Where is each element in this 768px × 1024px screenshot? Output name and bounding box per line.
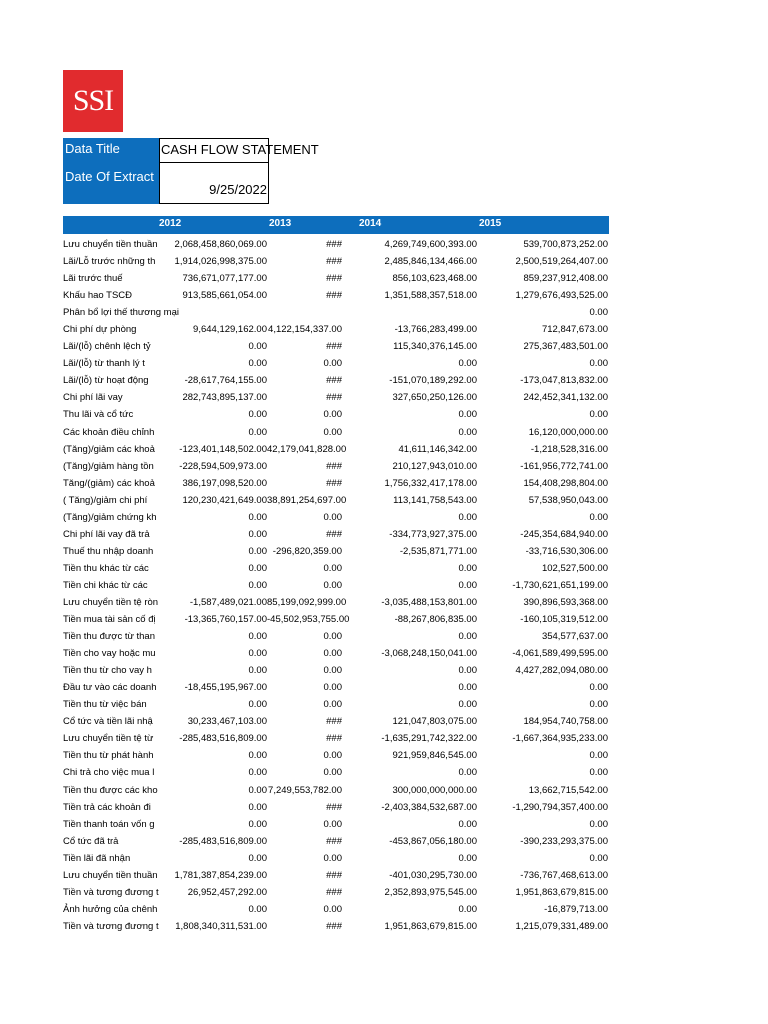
value-2012: 0.00	[248, 818, 267, 830]
value-2012: 1,808,340,311,531.00	[175, 920, 267, 932]
table-row	[63, 304, 609, 321]
value-2012: 736,671,077,177.00	[182, 273, 267, 285]
value-2015: 0.00	[589, 699, 608, 711]
row-label: Tiền trả các khoản đi	[63, 801, 151, 813]
table-row	[63, 287, 609, 304]
value-2015: 0.00	[589, 750, 608, 762]
value-2014: 0.00	[458, 409, 477, 421]
value-2014: -401,030,295,730.00	[389, 869, 477, 881]
value-2015: -4,061,589,499,595.00	[512, 648, 608, 660]
table-row	[63, 560, 609, 577]
table-row	[63, 918, 609, 935]
value-2012: -228,594,509,973.00	[179, 460, 267, 472]
value-2014: 113,141,758,543.00	[393, 494, 477, 506]
value-2015: -161,956,772,741.00	[520, 460, 608, 472]
value-2013: 0.00	[323, 631, 342, 643]
value-2012: -1,587,489,021.00	[189, 596, 267, 608]
value-2013: 7,249,553,782.00	[268, 784, 342, 796]
value-2013: ###	[326, 733, 342, 745]
value-2014: -3,068,248,150,041.00	[381, 648, 477, 660]
value-2013: 0.00	[323, 818, 342, 830]
value-2012: 0.00	[248, 511, 267, 523]
table-row	[63, 662, 609, 679]
value-2014: 0.00	[458, 767, 477, 779]
value-2014: 1,756,332,417,178.00	[384, 477, 477, 489]
value-2014: 41,611,146,342.00	[398, 443, 477, 455]
row-label: Tiền thu được các kho	[63, 784, 158, 796]
value-2012: 913,585,661,054.00	[182, 290, 267, 302]
year-header	[63, 216, 609, 234]
table-row	[63, 884, 609, 901]
row-label: Các khoản điều chỉnh	[63, 426, 155, 438]
table-row	[63, 543, 609, 560]
value-2014: 1,351,588,357,518.00	[384, 290, 477, 302]
value-2015: 13,662,715,542.00	[528, 784, 608, 796]
value-2013: ###	[326, 290, 342, 302]
value-2013: 0.00	[323, 750, 342, 762]
logo-text: SSI	[72, 84, 114, 117]
year-header-2015: 2015	[479, 218, 502, 229]
value-2014: 300,000,000,000.00	[392, 784, 477, 796]
value-2013: ###	[326, 477, 342, 489]
value-2014: 2,485,846,134,466.00	[384, 256, 477, 268]
table-row	[63, 747, 609, 764]
value-2012: -285,483,516,809.00	[179, 733, 267, 745]
value-2015: 0.00	[589, 307, 608, 319]
value-2013: ###	[326, 869, 342, 881]
value-2012: -28,617,764,155.00	[184, 375, 267, 387]
value-2012: 0.00	[248, 699, 267, 711]
value-2014: -13,766,283,499.00	[394, 324, 477, 336]
row-label: Tiền thu khác từ các	[63, 562, 149, 574]
year-header-2012: 2012	[159, 218, 182, 229]
table-row	[63, 696, 609, 713]
row-label: Lưu chuyển tiền thuần	[63, 869, 158, 881]
table-row	[63, 867, 609, 884]
year-header-2014: 2014	[359, 218, 382, 229]
table-row	[63, 270, 609, 287]
row-label: Thuế thu nhập doanh	[63, 545, 154, 557]
table-row	[63, 236, 609, 253]
value-2015: 184,954,740,758.00	[523, 716, 608, 728]
value-2015: 0.00	[589, 511, 608, 523]
data-title-label: Data Title	[63, 138, 159, 162]
value-2013: 0.00	[323, 852, 342, 864]
value-2012: -123,401,148,502.00	[179, 443, 267, 455]
table-row	[63, 764, 609, 781]
value-2015: 539,700,873,252.00	[523, 239, 608, 250]
value-2013: ###	[326, 801, 342, 813]
value-2015: -33,716,530,306.00	[525, 545, 608, 557]
value-2013: ###	[326, 716, 342, 728]
value-2014: 115,340,376,145.00	[393, 341, 477, 353]
value-2012: 0.00	[248, 784, 267, 796]
table-row	[63, 372, 609, 389]
value-2012: 0.00	[248, 562, 267, 574]
value-2015: 390,896,593,368.00	[523, 596, 608, 608]
row-label: Lãi/(lỗ) chênh lệch tỷ	[63, 341, 151, 353]
value-2014: 0.00	[458, 511, 477, 523]
value-2015: -16,879,713.00	[544, 903, 608, 915]
date-of-extract-label: Date Of Extract	[63, 162, 159, 204]
row-label: (Tăng)/giảm hàng tồn	[63, 460, 154, 472]
value-2014: -334,773,927,375.00	[389, 528, 477, 540]
value-2012: 26,952,457,292.00	[187, 886, 267, 898]
value-2015: -1,218,528,316.00	[530, 443, 608, 455]
value-2015: 712,847,673.00	[541, 324, 608, 336]
value-2015: -736,767,468,613.00	[520, 869, 608, 881]
row-label: Tiền lãi đã nhận	[63, 852, 131, 864]
value-2015: 242,452,341,132.00	[523, 392, 608, 404]
table-row	[63, 611, 609, 628]
value-2015: -1,290,794,357,400.00	[512, 801, 608, 813]
value-2015: -173,047,813,832.00	[520, 375, 608, 387]
value-2015: 0.00	[589, 818, 608, 830]
value-2014: 327,650,250,126.00	[392, 392, 477, 404]
table-row	[63, 713, 609, 730]
table-row	[63, 492, 609, 509]
ssi-logo	[63, 70, 123, 132]
value-2014: 0.00	[458, 562, 477, 574]
value-2013: ###	[326, 460, 342, 472]
row-label: Cổ tức đã trả	[63, 835, 119, 847]
row-label: Tiền thu được từ than	[63, 631, 156, 643]
cash-flow-table	[63, 236, 609, 935]
value-2012: 0.00	[248, 426, 267, 438]
value-2012: 0.00	[248, 341, 267, 353]
table-row	[63, 389, 609, 406]
value-2015: 0.00	[589, 358, 608, 370]
value-2012: 282,743,895,137.00	[182, 392, 267, 404]
row-label: Tăng/(giảm) các khoả	[63, 477, 155, 489]
value-2012: 0.00	[248, 358, 267, 370]
value-2012: 0.00	[248, 545, 267, 557]
table-row	[63, 833, 609, 850]
value-2012: 0.00	[248, 903, 267, 915]
value-2015: -1,667,364,935,233.00	[512, 733, 608, 745]
value-2013: 0.00	[323, 903, 342, 915]
value-2013: ###	[326, 273, 342, 285]
value-2013: -45,502,953,755.00	[267, 614, 350, 626]
value-2013: ###	[326, 239, 342, 250]
value-2014: 0.00	[458, 579, 477, 591]
year-header-2013: 2013	[269, 218, 292, 229]
value-2013: -296,820,359.00	[272, 545, 342, 557]
value-2014: 2,352,893,975,545.00	[384, 886, 477, 898]
table-row	[63, 321, 609, 338]
value-2015: -390,233,293,375.00	[520, 835, 608, 847]
row-label: (Tăng)/giảm chứng kh	[63, 511, 157, 523]
value-2015: 154,408,298,804.00	[523, 477, 608, 489]
value-2015: 16,120,000,000.00	[528, 426, 608, 438]
value-2012: 0.00	[248, 767, 267, 779]
row-label: Tiền mua tài sản cố đị	[63, 614, 156, 626]
value-2015: 1,215,079,331,489.00	[515, 920, 608, 932]
table-row	[63, 406, 609, 423]
value-2014: -2,535,871,771.00	[399, 545, 477, 557]
value-2012: 0.00	[248, 801, 267, 813]
value-2013: 42,179,041,828.00	[267, 443, 347, 455]
value-2012: 0.00	[248, 631, 267, 643]
value-2013: ###	[326, 835, 342, 847]
value-2015: 1,279,676,493,525.00	[515, 290, 608, 302]
table-row	[63, 509, 609, 526]
row-label: Chi phí lãi vay đã trả	[63, 528, 150, 540]
value-2012: 2,068,458,860,069.00	[174, 239, 267, 250]
row-label: Chi phí dự phòng	[63, 324, 137, 336]
value-2014: 121,047,803,075.00	[392, 716, 477, 728]
row-label: Lãi trước thuế	[63, 273, 123, 285]
value-2013: ###	[326, 256, 342, 268]
row-label: Đầu tư vào các doanh	[63, 682, 157, 694]
row-label: Tiền thu từ cho vay h	[63, 665, 152, 677]
table-row	[63, 782, 609, 799]
value-2012: -13,365,760,157.00	[184, 614, 267, 626]
table-row	[63, 850, 609, 867]
row-label: Lưu chuyển tiền tệ ròn	[63, 596, 159, 608]
value-2012: 1,781,387,854,239.00	[174, 869, 267, 881]
value-2013: 85,199,092,999.00	[267, 596, 347, 608]
value-2013: 38,891,254,697.00	[267, 494, 347, 506]
row-label: Tiền chi khác từ các	[63, 579, 148, 591]
value-2013: 0.00	[323, 409, 342, 421]
value-2014: 0.00	[458, 358, 477, 370]
value-2014: 4,269,749,600,393.00	[384, 239, 477, 250]
row-label: Chi trả cho việc mua l	[63, 767, 155, 779]
data-title-value: CASH FLOW STATEMENT	[161, 142, 319, 157]
value-2012: 0.00	[248, 648, 267, 660]
value-2012: 30,233,467,103.00	[187, 716, 267, 728]
value-2013: 4,122,154,337.00	[268, 324, 342, 336]
value-2014: -1,635,291,742,322.00	[381, 733, 477, 745]
value-2013: 0.00	[323, 665, 342, 677]
value-2015: -1,730,621,651,199.00	[512, 579, 608, 591]
value-2013: 0.00	[323, 682, 342, 694]
row-label: Chi phí lãi vay	[63, 392, 123, 404]
value-2015: 275,367,483,501.00	[523, 341, 608, 353]
value-2012: 120,230,421,649.00	[182, 494, 267, 506]
value-2014: 0.00	[458, 818, 477, 830]
value-2015: 0.00	[589, 767, 608, 779]
table-row	[63, 475, 609, 492]
value-2015: 2,500,519,264,407.00	[515, 256, 608, 268]
row-label: Tiền thu từ phát hành	[63, 750, 154, 762]
row-label: Lãi/(lỗ) từ hoạt động	[63, 375, 149, 387]
table-row	[63, 679, 609, 696]
table-row	[63, 577, 609, 594]
value-2013: ###	[326, 528, 342, 540]
table-row	[63, 594, 609, 611]
value-2012: 386,197,098,520.00	[182, 477, 267, 489]
value-2014: -2,403,384,532,687.00	[381, 801, 477, 813]
value-2014: 210,127,943,010.00	[392, 460, 477, 472]
table-row	[63, 526, 609, 543]
value-2015: 1,951,863,679,815.00	[515, 886, 608, 898]
value-2013: 0.00	[323, 648, 342, 660]
value-2014: -151,070,189,292.00	[389, 375, 477, 387]
value-2012: 0.00	[248, 579, 267, 591]
row-label: Khấu hao TSCĐ	[63, 290, 133, 302]
row-label: Tiền và tương đương t	[63, 920, 159, 932]
value-2012: 0.00	[248, 852, 267, 864]
row-label: Tiền cho vay hoặc mu	[63, 648, 156, 660]
value-2015: 859,237,912,408.00	[523, 273, 608, 285]
row-label: Thu lãi và cổ tức	[63, 409, 134, 421]
value-2012: 0.00	[248, 665, 267, 677]
value-2014: 0.00	[458, 631, 477, 643]
value-2014: 0.00	[458, 903, 477, 915]
value-2015: 0.00	[589, 682, 608, 694]
table-row	[63, 458, 609, 475]
row-label: Tiền thu từ việc bán	[63, 699, 147, 711]
value-2012: 0.00	[248, 750, 267, 762]
value-2015: 102,527,500.00	[541, 562, 608, 574]
row-label: Lưu chuyển tiền tệ từ	[63, 733, 154, 745]
row-label: Lưu chuyển tiền thuần	[63, 239, 158, 250]
value-2013: ###	[326, 886, 342, 898]
row-label: ( Tăng)/giảm chi phí	[63, 494, 148, 506]
table-row	[63, 338, 609, 355]
value-2014: 0.00	[458, 682, 477, 694]
value-2015: 4,427,282,094,080.00	[515, 665, 608, 677]
value-2013: ###	[326, 920, 342, 932]
date-of-extract-value: 9/25/2022	[209, 182, 267, 197]
value-2015: 0.00	[589, 852, 608, 864]
row-label: Ảnh hưởng của chênh	[63, 903, 158, 915]
value-2013: ###	[326, 392, 342, 404]
table-row	[63, 424, 609, 441]
value-2012: -18,455,195,967.00	[184, 682, 267, 694]
value-2012: 1,914,026,998,375.00	[174, 256, 267, 268]
value-2014: -3,035,488,153,801.00	[381, 596, 477, 608]
value-2013: 0.00	[323, 767, 342, 779]
table-row	[63, 816, 609, 833]
value-2014: -88,267,806,835.00	[394, 614, 477, 626]
row-label: Tiền và tương đương t	[63, 886, 159, 898]
table-row	[63, 799, 609, 816]
value-2013: 0.00	[323, 358, 342, 370]
value-2013: ###	[326, 375, 342, 387]
value-2013: 0.00	[323, 579, 342, 591]
value-2013: ###	[326, 341, 342, 353]
value-2013: 0.00	[323, 562, 342, 574]
table-row	[63, 901, 609, 918]
value-2013: 0.00	[323, 511, 342, 523]
row-label: Tiền thanh toán vốn g	[63, 818, 155, 830]
table-row	[63, 645, 609, 662]
value-2014: -453,867,056,180.00	[389, 835, 477, 847]
table-row	[63, 628, 609, 645]
row-label: Lãi/(lỗ) từ thanh lý t	[63, 358, 145, 370]
value-2015: 354,577,637.00	[541, 631, 608, 643]
row-label: Cổ tức và tiền lãi nhậ	[63, 716, 153, 728]
row-label: (Tăng)/giảm các khoả	[63, 443, 155, 455]
value-2012: -285,483,516,809.00	[179, 835, 267, 847]
value-2012: 9,644,129,162.00	[193, 324, 267, 336]
table-row	[63, 441, 609, 458]
value-2015: 0.00	[589, 409, 608, 421]
value-2013: 0.00	[323, 699, 342, 711]
value-2014: 921,959,846,545.00	[392, 750, 477, 762]
value-2015: -160,105,319,512.00	[520, 614, 608, 626]
value-2014: 0.00	[458, 852, 477, 864]
table-row	[63, 730, 609, 747]
value-2015: -245,354,684,940.00	[520, 528, 608, 540]
value-2014: 0.00	[458, 665, 477, 677]
value-2014: 1,951,863,679,815.00	[384, 920, 477, 932]
value-2014: 856,103,623,468.00	[392, 273, 477, 285]
value-2014: 0.00	[458, 426, 477, 438]
value-2012: 0.00	[248, 409, 267, 421]
value-2014: 0.00	[458, 699, 477, 711]
row-label: Lãi/Lỗ trước những th	[63, 256, 156, 268]
row-label: Phân bổ lợi thế thương mại	[63, 307, 179, 319]
value-2012: 0.00	[248, 528, 267, 540]
value-2015: 57,538,950,043.00	[528, 494, 608, 506]
table-row	[63, 355, 609, 372]
table-row	[63, 253, 609, 270]
value-2013: 0.00	[323, 426, 342, 438]
